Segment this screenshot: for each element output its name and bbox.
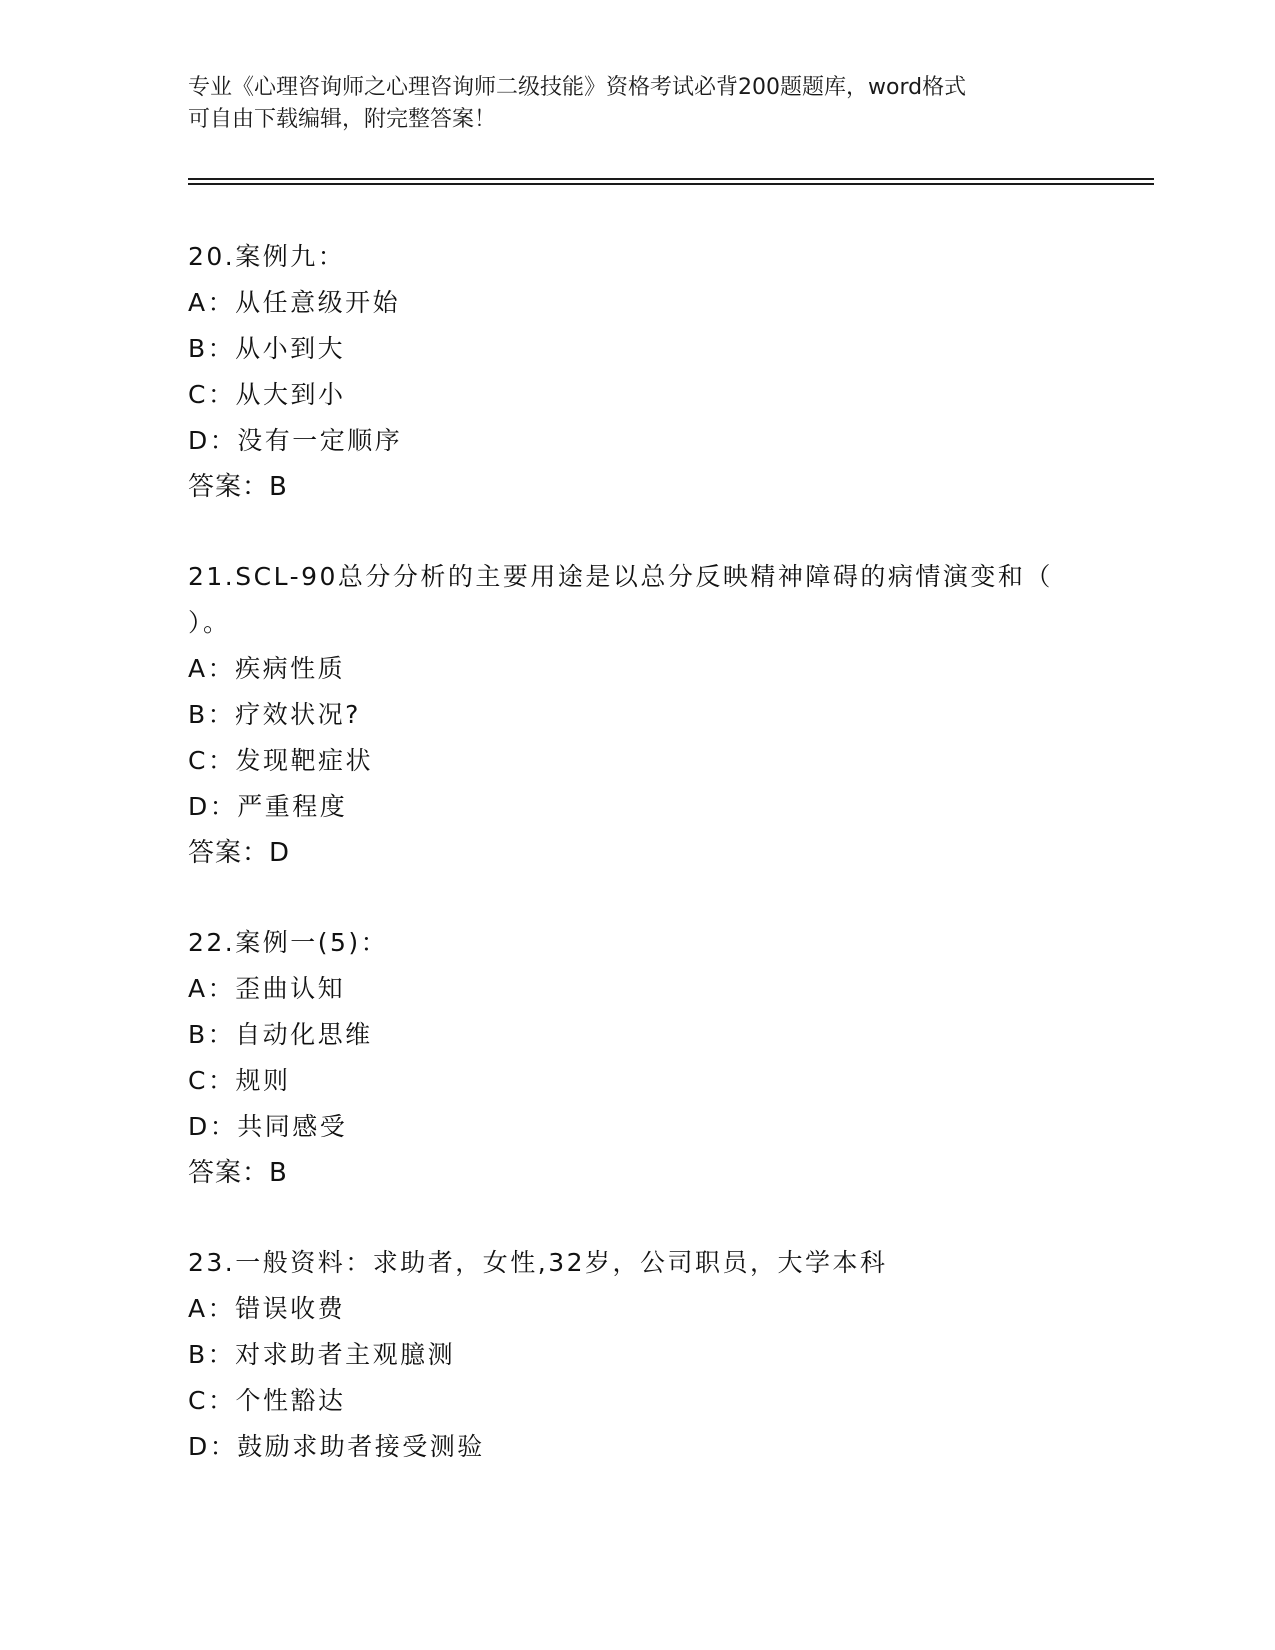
- option-b: B：自动化思维: [188, 1020, 373, 1049]
- option-b: B：对求助者主观臆测: [188, 1340, 456, 1369]
- header-rule-top: [188, 178, 1154, 180]
- question-22: [188, 920, 1088, 1196]
- answer: 答案：D: [188, 838, 291, 868]
- question-stem: 22.案例一(5)：: [188, 928, 389, 957]
- question-stem: 21.SCL-90总分分析的主要用途是以总分反映精神障碍的病情演变和（: [188, 562, 1053, 591]
- option-a: A：错误收费: [188, 1294, 346, 1323]
- option-d: D：没有一定顺序: [188, 426, 403, 455]
- document-header: [188, 72, 1068, 136]
- header-line-1: 专业《心理咨询师之心理咨询师二级技能》资格考试必背200题题库，word格式: [188, 75, 967, 100]
- header-rule-bottom: [188, 183, 1154, 185]
- option-c: C：规则: [188, 1066, 291, 1095]
- header-line-2: 可自由下载编辑，附完整答案！: [188, 107, 497, 132]
- option-c: C：从大到小: [188, 380, 346, 409]
- question-stem: 20.案例九：: [188, 242, 346, 271]
- option-a: A：歪曲认知: [188, 974, 346, 1003]
- option-c: C：发现靶症状: [188, 746, 373, 775]
- question-stem: 23.一般资料：求助者，女性,32岁，公司职员，大学本科: [188, 1248, 888, 1277]
- option-a: A：从任意级开始: [188, 288, 401, 317]
- question-20: [188, 234, 1088, 510]
- option-d: D：鼓励求助者接受测验: [188, 1432, 485, 1461]
- question-list: [188, 234, 1088, 1514]
- option-d: D：严重程度: [188, 792, 348, 821]
- answer: 答案：B: [188, 472, 288, 502]
- question-stem-continued: ）。: [188, 608, 231, 637]
- option-b: B：疗效状况?: [188, 700, 361, 729]
- question-23: [188, 1240, 1088, 1470]
- question-21: [188, 554, 1088, 876]
- option-b: B：从小到大: [188, 334, 346, 363]
- answer: 答案：B: [188, 1158, 288, 1188]
- option-a: A：疾病性质: [188, 654, 346, 683]
- option-c: C：个性豁达: [188, 1386, 346, 1415]
- option-d: D：共同感受: [188, 1112, 348, 1141]
